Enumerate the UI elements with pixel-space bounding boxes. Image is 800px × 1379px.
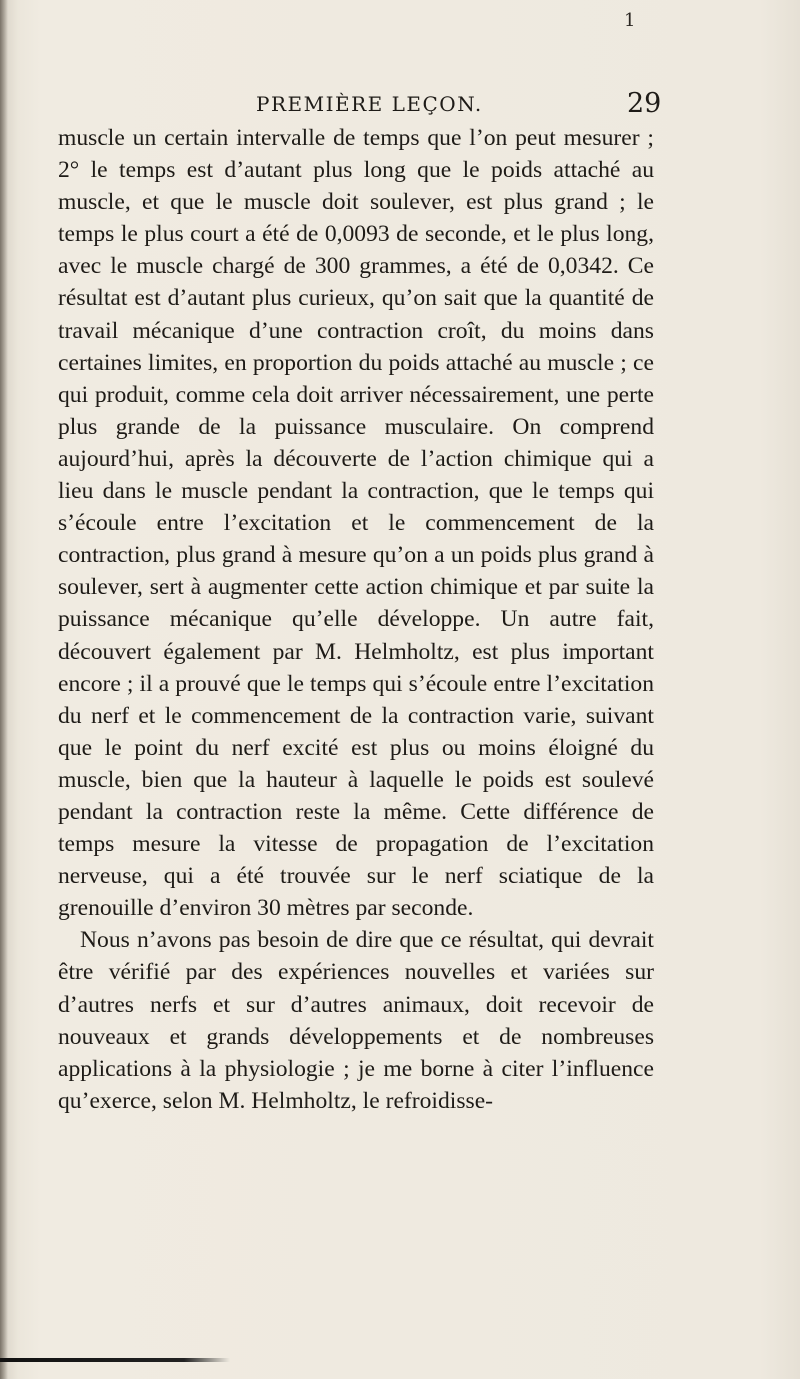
folio-mark: 1 — [624, 10, 636, 31]
page-number: 29 — [627, 88, 662, 119]
body-text — [58, 122, 654, 1117]
scan-edge-mark — [0, 1358, 230, 1362]
chapter-title: PREMIÈRE LEÇON. — [256, 92, 483, 116]
binding-shadow — [0, 0, 8, 1379]
paragraph-1: muscle un certain intervalle de temps que l’on peut mesurer ; 2° le temps est d’autant plus long que le poids attaché au muscle, et que le muscle doit soulever, est plus grand ; le temps le plus court a été de 0,0093 de seconde, et le plus long, avec le muscle chargé de 300 grammes, a été de 0,0342. Ce résultat est d’autant plus curieux, qu’on sait que la quantité de travail mécanique d’une contraction croît, du moins dans certaines limites, en proportion du poids attaché au muscle ; ce qui produit, comme cela doit arriver nécessairement, une perte plus grande de la puissance musculaire. On comprend aujourd’hui, après la découverte de l’action chimique qui a lieu dans le muscle pendant la contraction, que le temps qui s’écoule entre l’excitation et le commencement de la contraction, plus grand à mesure qu’on a un poids plus grand à soulever, sert à augmenter cette action chimique et par suite la puissance mécanique qu’elle développe. Un autre fait, découvert également par M. Helmholtz, est plus important encore ; il a prouvé que le temps qui s’écoule entre l’excitation du nerf et le commencement de la contraction varie, suivant que le point du nerf excité est plus ou moins éloigné du muscle, bien que la hauteur à laquelle le poids est soulevé pendant la contraction reste la même. Cette différence de temps mesure la vitesse de propagation de l’excitation nerveuse, qui a été trouvée sur le nerf sciatique de la grenouille d’environ 30 mètres par seconde. — [58, 125, 654, 922]
paragraph-2: Nous n’avons pas besoin de dire que ce résultat, qui devrait être vérifié par des expériences nouvelles et variées sur d’autres nerfs et sur d’autres animaux, doit recevoir de nouveaux et grands développements et de nombreuses applications à la physiologie ; je me borne à citer l’influence qu’exerce, selon M. Helmholtz, le refroidisse- — [58, 927, 654, 1114]
